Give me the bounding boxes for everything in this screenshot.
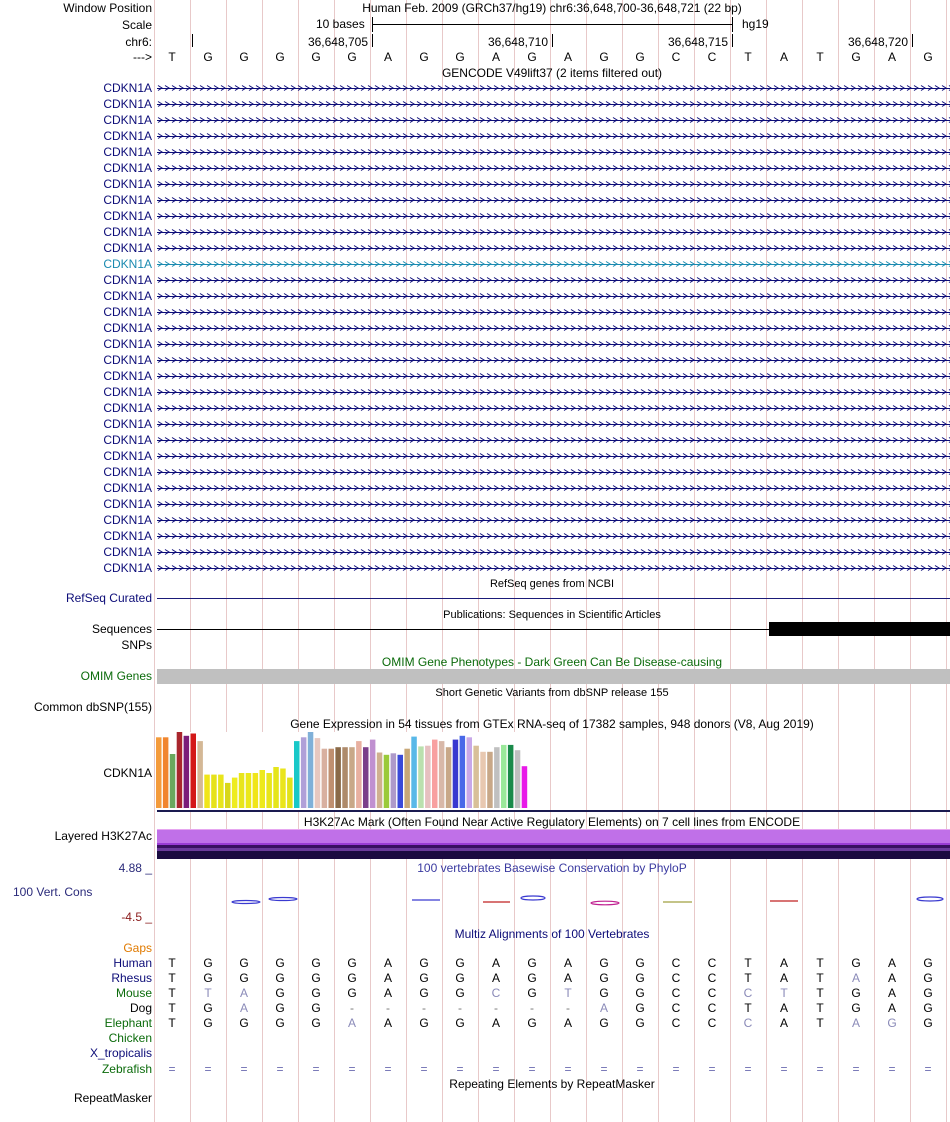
gencode-gene-label[interactable]: CDKN1A [103, 417, 152, 431]
aligned-base: G [887, 1016, 897, 1030]
aligned-base: A [779, 956, 788, 970]
aligned-base: G [527, 956, 537, 970]
aligned-base: G [311, 1016, 321, 1030]
sequence-base: G [203, 50, 213, 64]
aligned-base: G [599, 956, 609, 970]
aligned-base: G [203, 956, 213, 970]
aligned-base: A [347, 1016, 356, 1030]
gencode-gene-label[interactable]: CDKN1A [103, 449, 152, 463]
aligned-base: A [599, 1001, 608, 1015]
gencode-gene-label[interactable]: CDKN1A [103, 273, 152, 287]
dbsnp-title: Short Genetic Variants from dbSNP release 155 [435, 687, 669, 699]
aligned-base: A [779, 1001, 788, 1015]
aligned-base: = [384, 1062, 392, 1076]
sequence-base: A [383, 50, 392, 64]
aligned-base: T [168, 956, 176, 970]
aligned-base: G [527, 971, 537, 985]
aligned-base: - [566, 1001, 570, 1015]
refseq-title: RefSeq genes from NCBI [489, 578, 615, 590]
position-label: 36,648,720 [847, 35, 908, 49]
sequence-base: T [816, 50, 824, 64]
aligned-base: = [708, 1062, 716, 1076]
aligned-base: = [564, 1062, 572, 1076]
h3k27ac-label[interactable]: Layered H3K27Ac [54, 829, 152, 843]
aligned-base: G [311, 971, 321, 985]
aligned-base: G [311, 956, 321, 970]
aligned-base: G [239, 1016, 249, 1030]
strand-label: ---> [133, 50, 152, 64]
gencode-gene-label[interactable]: CDKN1A [103, 433, 152, 447]
aligned-base: G [275, 1001, 285, 1015]
aligned-base: - [386, 1001, 390, 1015]
aligned-base: = [780, 1062, 788, 1076]
aligned-base: C [743, 986, 753, 1000]
gencode-gene-label[interactable]: CDKN1A [103, 481, 152, 495]
aligned-base: A [779, 1016, 788, 1030]
aligned-base: A [779, 971, 788, 985]
aligned-base: G [599, 986, 609, 1000]
sequence-base: G [311, 50, 321, 64]
aligned-base: T [564, 986, 572, 1000]
aligned-base: - [350, 1001, 354, 1015]
aligned-base: T [816, 986, 824, 1000]
sequence-base: T [168, 50, 176, 64]
gencode-gene-label[interactable]: CDKN1A [103, 353, 152, 367]
sequence-base: A [563, 50, 572, 64]
aligned-base: A [383, 1016, 392, 1030]
aligned-base: = [888, 1062, 896, 1076]
aligned-base: A [239, 986, 248, 1000]
scale-value: 10 bases [316, 17, 365, 31]
aligned-base: - [422, 1001, 426, 1015]
aligned-base: C [707, 1016, 717, 1030]
aligned-base: A [851, 971, 860, 985]
aligned-base: C [707, 956, 717, 970]
publications-title: Publications: Sequences in Scientific Articles [443, 609, 661, 621]
aligned-base: G [923, 971, 933, 985]
aligned-base: G [311, 986, 321, 1000]
aligned-base: G [455, 1016, 465, 1030]
aligned-base: T [780, 986, 788, 1000]
sequence-base: G [455, 50, 465, 64]
aligned-base: G [527, 1016, 537, 1030]
aligned-base: = [420, 1062, 428, 1076]
aligned-base: = [852, 1062, 860, 1076]
aligned-base: G [635, 986, 645, 1000]
aligned-base: C [491, 986, 501, 1000]
gencode-gene-label[interactable]: CDKN1A [103, 161, 152, 175]
chrom-label: chr6: [125, 35, 152, 49]
aligned-base: = [492, 1062, 500, 1076]
aligned-base: A [887, 956, 896, 970]
aligned-base: G [203, 971, 213, 985]
aligned-base: G [923, 1016, 933, 1030]
conservation-title: 100 vertebrates Basewise Conservation by PhyloP [417, 861, 687, 875]
cons-mark-pos5 [917, 897, 943, 901]
aligned-base: G [419, 971, 429, 985]
aligned-base: A [491, 971, 500, 985]
aligned-base: C [671, 1016, 681, 1030]
sequence-base: A [491, 50, 500, 64]
aligned-base: = [456, 1062, 464, 1076]
h3k27ac-title: H3K27Ac Mark (Often Found Near Active Regulatory Elements) on 7 cell lines from ENCODE [303, 815, 801, 829]
aligned-base: = [924, 1062, 932, 1076]
aligned-base: G [851, 1001, 861, 1015]
gencode-gene-label[interactable]: CDKN1A [103, 177, 152, 191]
species-label[interactable]: Elephant [104, 1016, 152, 1030]
aligned-base: G [203, 1016, 213, 1030]
aligned-base: T [744, 1001, 752, 1015]
species-label[interactable]: Mouse [115, 986, 152, 1000]
multiz-title: Multiz Alignments of 100 Vertebrates [454, 927, 650, 941]
aligned-base: A [491, 1016, 500, 1030]
aligned-base: A [887, 986, 896, 1000]
aligned-base: G [311, 1001, 321, 1015]
gencode-gene-label[interactable]: CDKN1A [103, 561, 152, 575]
gencode-gene-label[interactable]: CDKN1A [103, 385, 152, 399]
refseq-label[interactable]: RefSeq Curated [65, 591, 152, 605]
aligned-base: C [707, 971, 717, 985]
aligned-base: G [275, 971, 285, 985]
aligned-base: G [599, 1016, 609, 1030]
gencode-gene-label[interactable]: CDKN1A [103, 497, 152, 511]
aligned-base: G [455, 956, 465, 970]
aligned-base: G [923, 956, 933, 970]
aligned-base: C [671, 986, 681, 1000]
aligned-base: T [744, 956, 752, 970]
aligned-base: G [275, 956, 285, 970]
aligned-base: G [239, 956, 249, 970]
aligned-base: = [312, 1062, 320, 1076]
gencode-gene-label[interactable]: CDKN1A [103, 97, 152, 111]
aligned-base: G [275, 986, 285, 1000]
cons-mark-pos2 [269, 898, 297, 901]
aligned-base: = [348, 1062, 356, 1076]
aligned-base: = [816, 1062, 824, 1076]
aligned-base: T [168, 986, 176, 1000]
gencode-gene-label[interactable]: CDKN1A [103, 225, 152, 239]
aligned-base: A [239, 1001, 248, 1015]
gencode-gene-label[interactable]: CDKN1A [103, 241, 152, 255]
sequence-base: A [887, 50, 896, 64]
aligned-base: G [527, 986, 537, 1000]
gencode-gene-label[interactable]: CDKN1A [103, 369, 152, 383]
gencode-gene-label[interactable]: CDKN1A [103, 209, 152, 223]
gencode-gene-label[interactable]: CDKN1A [103, 113, 152, 127]
species-label[interactable]: Dog [129, 1001, 152, 1015]
gencode-gene-label[interactable]: CDKN1A [103, 337, 152, 351]
aligned-base: A [887, 1001, 896, 1015]
repeatmasker-label[interactable]: RepeatMasker [73, 1091, 152, 1105]
aligned-base: G [347, 956, 357, 970]
aligned-base: G [923, 986, 933, 1000]
aligned-base: A [887, 971, 896, 985]
aligned-base: C [671, 956, 681, 970]
sequence-base: G [239, 50, 249, 64]
aligned-base: G [419, 986, 429, 1000]
gencode-gene-label[interactable]: CDKN1A [103, 529, 152, 543]
aligned-base: G [347, 971, 357, 985]
gencode-gene-label[interactable]: CDKN1A [103, 321, 152, 335]
aligned-base: A [851, 1016, 860, 1030]
position-label: 36,648,715 [667, 35, 728, 49]
sequence-base: G [923, 50, 933, 64]
aligned-base: G [419, 1016, 429, 1030]
gtex-label[interactable]: CDKN1A [103, 766, 152, 780]
species-label[interactable]: Human [113, 956, 152, 970]
assembly-title: Human Feb. 2009 (GRCh37/hg19) chr6:36,648,700-36,648,721 (22 bp) [362, 1, 742, 15]
conservation-min: -4.5 _ [121, 910, 152, 924]
publications-label[interactable]: Sequences [91, 622, 152, 636]
gencode-gene-label[interactable]: CDKN1A [103, 289, 152, 303]
aligned-base: = [636, 1062, 644, 1076]
sequence-base: G [527, 50, 537, 64]
aligned-base: G [455, 971, 465, 985]
gencode-gene-label[interactable]: CDKN1A [103, 193, 152, 207]
aligned-base: = [204, 1062, 212, 1076]
aligned-base: = [168, 1062, 176, 1076]
aligned-base: = [276, 1062, 284, 1076]
aligned-base: G [635, 971, 645, 985]
scale-db: hg19 [742, 17, 769, 31]
aligned-base: = [744, 1062, 752, 1076]
position-label: 36,648,710 [487, 35, 548, 49]
gencode-gene-label[interactable]: CDKN1A [103, 465, 152, 479]
repeatmasker-title: Repeating Elements by RepeatMasker [449, 1077, 655, 1091]
dbsnp-label[interactable]: Common dbSNP(155) [33, 700, 152, 714]
aligned-base: G [635, 1001, 645, 1015]
aligned-base: T [816, 971, 824, 985]
gencode-gene-label[interactable]: CDKN1A [103, 145, 152, 159]
aligned-base: T [168, 1016, 176, 1030]
window-position-label: Window Position [63, 1, 152, 15]
sequence-base: G [635, 50, 645, 64]
aligned-base: C [671, 971, 681, 985]
cons-mark-neg2 [591, 901, 619, 905]
aligned-base: - [530, 1001, 534, 1015]
gencode-gene-label[interactable]: CDKN1A [103, 257, 152, 271]
aligned-base: = [528, 1062, 536, 1076]
aligned-base: T [168, 971, 176, 985]
aligned-base: T [168, 1001, 176, 1015]
aligned-base: G [635, 956, 645, 970]
aligned-base: G [203, 1001, 213, 1015]
aligned-base: C [671, 1001, 681, 1015]
aligned-base: G [851, 986, 861, 1000]
gencode-gene-label[interactable]: CDKN1A [103, 513, 152, 527]
conservation-max: 4.88 _ [118, 861, 152, 875]
aligned-base: - [494, 1001, 498, 1015]
aligned-base: T [816, 956, 824, 970]
scale-label: Scale [121, 18, 152, 32]
cons-mark-pos1 [232, 901, 260, 904]
gaps-label[interactable]: Gaps [123, 941, 152, 955]
aligned-base: C [743, 1016, 753, 1030]
aligned-base: A [383, 986, 392, 1000]
position-label: 36,648,705 [307, 35, 368, 49]
species-label[interactable]: Zebrafish [101, 1062, 152, 1076]
aligned-base: A [491, 956, 500, 970]
aligned-base: C [707, 1001, 717, 1015]
aligned-base: A [383, 971, 392, 985]
sequence-base: C [671, 50, 681, 64]
aligned-base: T [204, 986, 212, 1000]
species-label[interactable]: Rhesus [111, 971, 152, 985]
aligned-base: G [599, 971, 609, 985]
conservation-label[interactable]: 100 Vert. Cons [13, 885, 93, 899]
sequence-base: G [347, 50, 357, 64]
aligned-base: - [458, 1001, 462, 1015]
gencode-gene-label[interactable]: CDKN1A [103, 305, 152, 319]
aligned-base: = [240, 1062, 248, 1076]
aligned-base: A [563, 971, 572, 985]
sequence-base: G [851, 50, 861, 64]
aligned-base: G [347, 986, 357, 1000]
aligned-base: A [383, 956, 392, 970]
species-label[interactable]: X_tropicalis [89, 1046, 152, 1060]
aligned-base: T [816, 1001, 824, 1015]
sequence-base: T [744, 50, 752, 64]
aligned-base: T [744, 971, 752, 985]
aligned-base: G [851, 956, 861, 970]
aligned-base: = [600, 1062, 608, 1076]
sequence-base: G [275, 50, 285, 64]
omim-label[interactable]: OMIM Genes [80, 669, 152, 683]
aligned-base: G [239, 971, 249, 985]
omim-title: OMIM Gene Phenotypes - Dark Green Can Be Disease-causing [381, 655, 723, 669]
aligned-base: C [707, 986, 717, 1000]
aligned-base: A [563, 1016, 572, 1030]
gtex-title: Gene Expression in 54 tissues from GTEx RNA-seq of 17382 samples, 948 donors (V8, Aug 2019) [290, 717, 814, 731]
gencode-title: GENCODE V49lift37 (2 items filtered out) [441, 66, 663, 80]
cons-mark-pos4 [521, 896, 545, 900]
gencode-gene-label[interactable]: CDKN1A [103, 129, 152, 143]
sequence-base: G [599, 50, 609, 64]
aligned-base: G [419, 956, 429, 970]
snps-label[interactable]: SNPs [121, 638, 152, 652]
aligned-base: = [672, 1062, 680, 1076]
aligned-base: T [816, 1016, 824, 1030]
aligned-base: G [635, 1016, 645, 1030]
sequence-base: C [707, 50, 717, 64]
aligned-base: G [275, 1016, 285, 1030]
aligned-base: A [563, 956, 572, 970]
aligned-base: G [455, 986, 465, 1000]
gencode-gene-label[interactable]: CDKN1A [103, 545, 152, 559]
sequence-base: G [419, 50, 429, 64]
gencode-gene-label[interactable]: CDKN1A [103, 81, 152, 95]
species-label[interactable]: Chicken [108, 1031, 152, 1045]
aligned-base: G [923, 1001, 933, 1015]
gencode-gene-label[interactable]: CDKN1A [103, 401, 152, 415]
sequence-base: A [779, 50, 788, 64]
